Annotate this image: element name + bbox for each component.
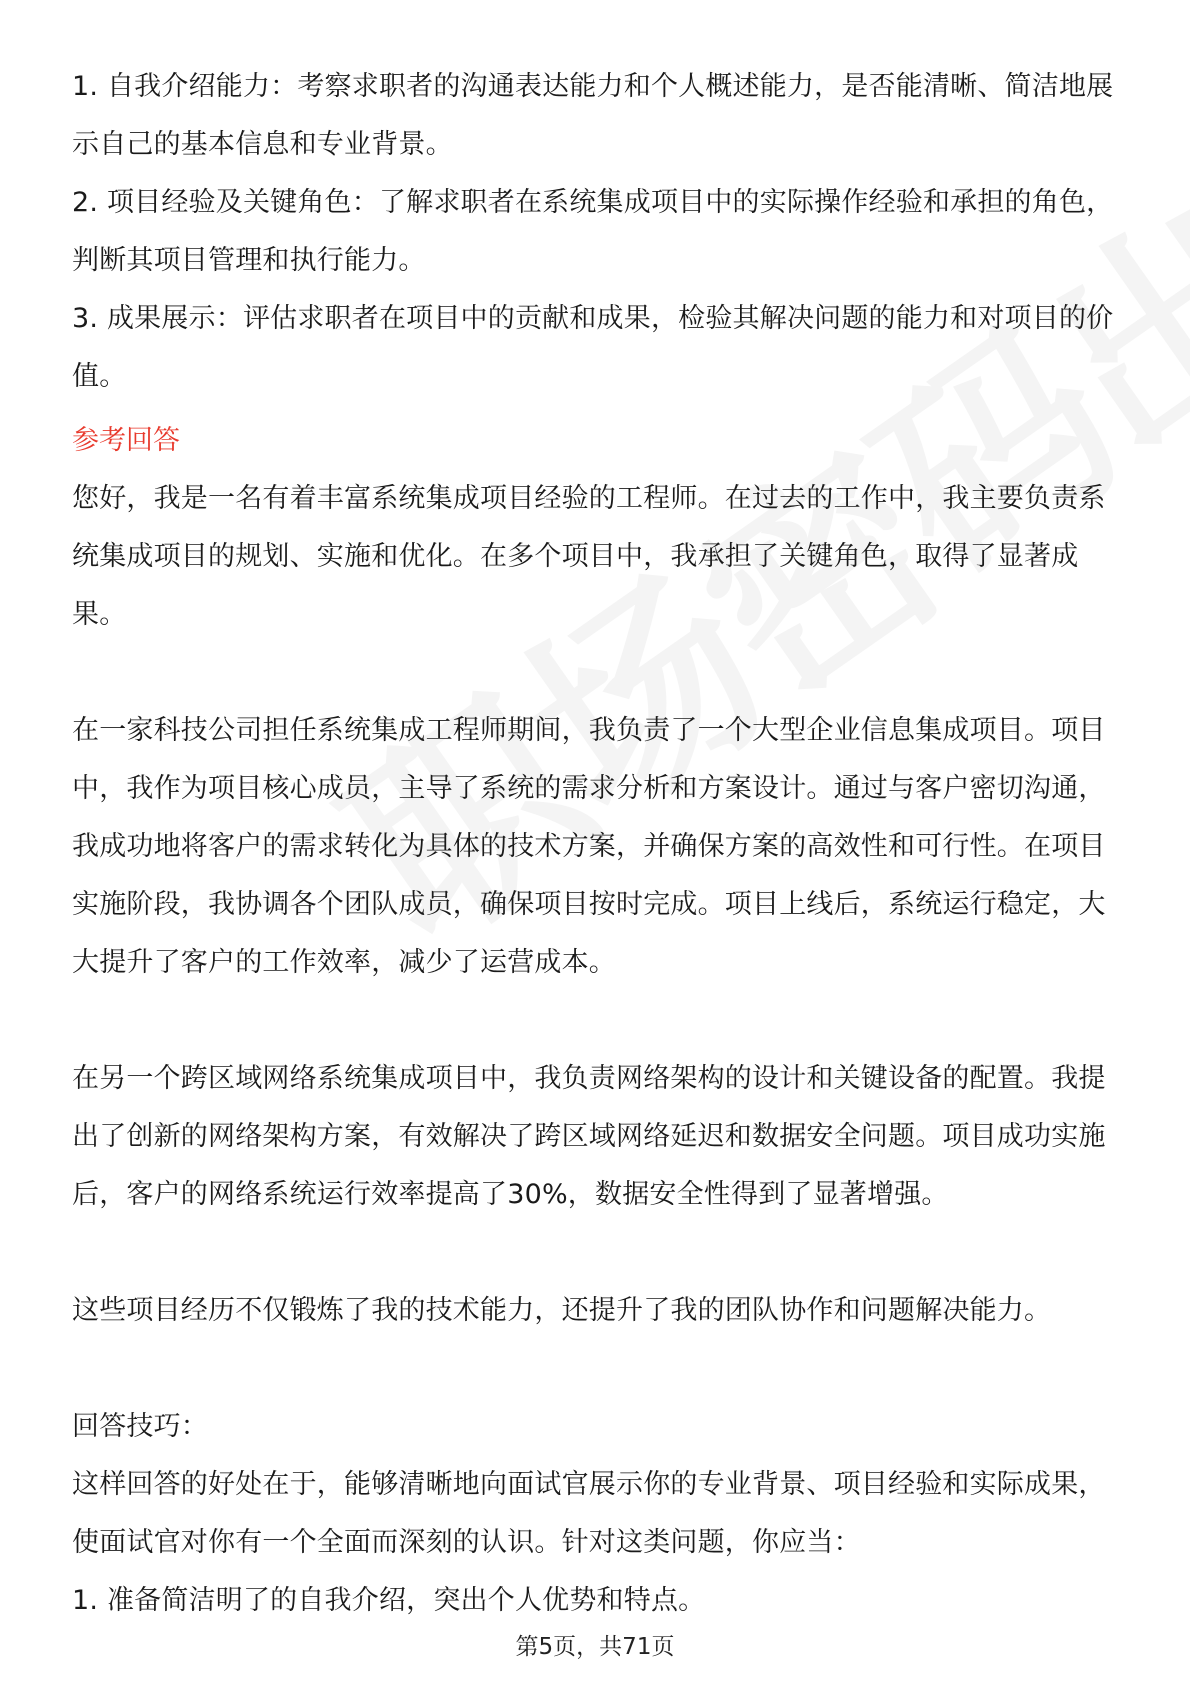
page-content xyxy=(72,58,1117,1630)
answer-tips xyxy=(72,1398,1117,1630)
reference-answer-body xyxy=(72,470,1117,1398)
evaluation-criteria xyxy=(72,58,1117,406)
criteria-item-2: 2. 项目经验及关键角色：了解求职者在系统集成项目中的实际操作经验和承担的角色，判断其项目管理和执行能力。 xyxy=(72,187,1114,276)
tips-intro: 这样回答的好处在于，能够清晰地向面试官展示你的专业背景、项目经验和实际成果，使面试官对你有一个全面而深刻的认识。针对这类问题，你应当： xyxy=(72,1469,1106,1558)
tips-heading: 回答技巧： xyxy=(72,1411,208,1442)
tips-item-1: 1. 准备简洁明了的自我介绍，突出个人优势和特点。 xyxy=(72,1585,706,1616)
paragraph-spacer xyxy=(72,644,1117,702)
answer-paragraph-3: 在另一个跨区域网络系统集成项目中，我负责网络架构的设计和关键设备的配置。我提出了创新的网络架构方案，有效解决了跨区域网络延迟和数据安全问题。项目成功实施后，客户的网络系统运行效率提高了30%，数据安全性得到了显著增强。 xyxy=(72,1063,1106,1210)
criteria-item-1: 1. 自我介绍能力：考察求职者的沟通表达能力和个人概述能力，是否能清晰、简洁地展示自己的基本信息和专业背景。 xyxy=(72,71,1114,160)
paragraph-spacer xyxy=(72,992,1117,1050)
reference-answer-heading: 参考回答 xyxy=(72,425,180,456)
criteria-item-3: 3. 成果展示：评估求职者在项目中的贡献和成果，检验其解决问题的能力和对项目的价值。 xyxy=(72,303,1114,392)
answer-paragraph-4: 这些项目经历不仅锻炼了我的技术能力，还提升了我的团队协作和问题解决能力。 xyxy=(72,1295,1052,1326)
paragraph-spacer xyxy=(72,1340,1117,1398)
paragraph-spacer xyxy=(72,1224,1117,1282)
answer-paragraph-1: 您好，我是一名有着丰富系统集成项目经验的工程师。在过去的工作中，我主要负责系统集成项目的规划、实施和优化。在多个项目中，我承担了关键角色，取得了显著成果。 xyxy=(72,483,1106,630)
answer-paragraph-2: 在一家科技公司担任系统集成工程师期间，我负责了一个大型企业信息集成项目。项目中，我作为项目核心成员，主导了系统的需求分析和方案设计。通过与客户密切沟通，我成功地将客户的需求转化为具体的技术方案，并确保方案的高效性和可行性。在项目实施阶段，我协调各个团队成员，确保项目按时完成。项目上线后，系统运行稳定，大大提升了客户的工作效率，减少了运营成本。 xyxy=(72,715,1106,978)
page-number-footer: 第5页，共71页 xyxy=(515,1634,675,1660)
